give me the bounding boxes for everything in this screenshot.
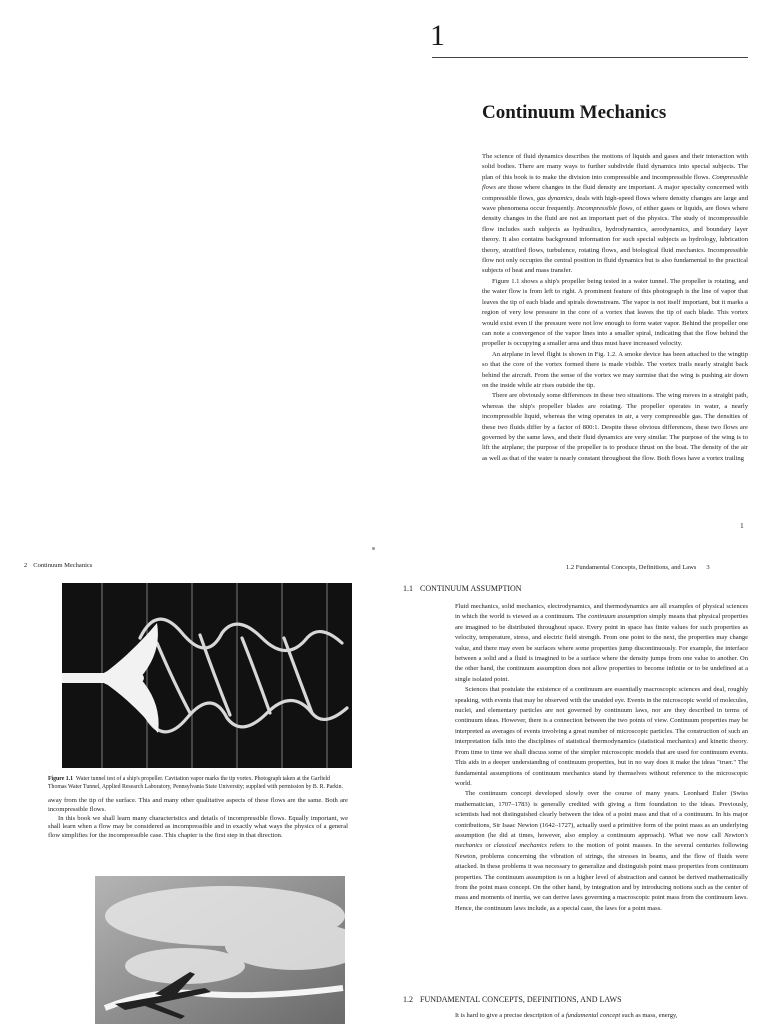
running-header-left (24, 562, 92, 569)
italic-term: classical mechanics (493, 842, 547, 850)
propeller-photo (62, 583, 352, 768)
text-run: such as mass, energy, (620, 1012, 678, 1019)
page-number: 2 (24, 562, 28, 569)
section-1-2-text (455, 1011, 748, 1021)
text-run: simply means that physical properties are imagined to be distributed throughout space. Every point in space has finite values for such properties as velocity, temperature, stress, and electric field strength. From one point to the next, the properties may change value, and there may even be surfaces where some properties jump discontinuously. For example, the interface between a solid and a fluid is imagined to be a surface where the density jumps from one value to another. On the other hand, the continuum assumption does not allow properties to become infinite or to be undefined at a single isolated point. (455, 613, 749, 683)
text-run: An airplane in level flight is shown in Fig. 1.2. A smoke device has been attached to the wingtip so that the core of the vortex formed there is made visible. The vortex trails nearly straight back behind the aircraft. From the sense of the vortex we may surmise that the wing is pushing air down on the inside while air rises outside the tip. (482, 350, 748, 389)
airplane-photo (95, 876, 345, 1024)
section-heading (403, 995, 622, 1004)
chapter-title: Continuum Mechanics (482, 102, 667, 123)
paragraph (482, 391, 748, 464)
left-page-text (48, 797, 348, 841)
italic-term: gas dynamics, (536, 194, 575, 202)
paragraph: away from the tip of the surface. This and many other qualitative aspects of these flows are the same. Both are incompressible flows. (48, 797, 348, 813)
text-run: The science of fluid dynamics describes the motions of liquids and gases and their interaction with solid bodies. There are many ways to further subdivide fluid dynamics into special subjects. The plan of this book is to make the division into compressible and incompressible flows. (482, 153, 748, 181)
italic-term: Compressible flows (482, 173, 748, 192)
text-run: are those where changes in the fluid density are important. A major specialty concerned with compressible flows, (482, 184, 748, 202)
text-run: There are obviously some differences in these two situations. The wing moves in a straight path, whereas the ship's propeller blades are rotating. The propeller operates in water, a nearly incompressible liquid, whereas the wing operates in air, a very compressible gas. The densities of these two fluids differ by a factor of 800:1. Despite these obvious differences, these two flows are governed by the same laws, and their fluid dynamics are very similar. The purpose of the wing is to lift the airplane; the purpose of the propeller is to produce thrust on the boat. The density of the air as well as that of the water is nearly constant throughout the flow. Both flows have a vortex trailing (482, 392, 748, 462)
section-number: 1.1 (403, 584, 413, 593)
section-title: FUNDAMENTAL CONCEPTS, DEFINITIONS, AND LAWS (420, 995, 622, 1004)
running-title: 1.2 Fundamental Concepts, Definitions, and Laws (566, 564, 697, 571)
paragraph (455, 789, 748, 914)
figure-label: Figure 1.1 (48, 776, 74, 782)
paragraph (482, 350, 748, 392)
text-run: or (482, 842, 494, 850)
text-run: It is hard to give a precise description of a (455, 1012, 566, 1019)
chapter-number: 1 (430, 19, 445, 52)
italic-term: Newton's mechanics (455, 831, 748, 850)
text-run: of either gases or liquids, are flows where density changes in the fluid are not an important part of the physics. The study of incompressible flow includes such subjects as hydraulics, hydrodynamics, aerodynamics, and boundary layer theory. It also contains background information for such special subjects as hydrology, lubrication theory, stratified flows, turbulence, rotating flows, and biological fluid mechanics. Incompressible flow not only occupies the central position in fluid dynamics but is also fundamental to the practical subjects of heat and mass transfer. (482, 205, 749, 275)
text-run: deals with high-speed flows where density changes are large and wave phenomena occur frequently. (482, 194, 749, 213)
paragraph (482, 277, 748, 350)
section-heading (403, 584, 522, 593)
right-page-text (455, 602, 748, 914)
text-run: Sciences that postulate the existence of a continuum are essentially macroscopic sciences and deal, roughly speaking, with events that may be observed with the unaided eye. Events in the microscopic world of molecules, nuclei, and elementary particles are not governed by continuum laws, nor are they described in terms of continuum ideas. However, there is a connection between the two points of view. Continuum properties may be interpreted as averages of events involving a great number of microscopic particles. The construction of such an interpretation falls into the disciplines of statistical thermodynamics (statistical mechanics) and kinetic theory. From time to time we shall discuss some of the simpler microscopic models that are used for continuum events. This aids in a deeper understanding of continuum properties, but in no way does it make the ideas "truer." The fundamental assumptions of continuum mechanics stand by themselves without reference to the microscopic world. (455, 686, 748, 787)
paragraph (455, 602, 748, 685)
chapter-rule (432, 57, 748, 58)
italic-term: Incompressible flows, (576, 205, 635, 213)
paragraph (455, 685, 748, 789)
paragraph (482, 152, 748, 277)
text-run: refers to the motion of point masses. In the several centuries following Newton, problems concerning the vibration of strings, the stresses in beams, and the flow of fluids were attacked. In these problems it was necessary to generalize and distinguish point mass properties from continuum properties. The continuum assumption is on a higher level of abstraction and cannot be derived mathematically from the point mass concept. On the other hand, by integration and by introducing notions such as the center of mass and moments of inertia, we can derive laws governing a macroscopic point mass from the continuum laws. Hence, the continuum laws include, as a special case, the laws for a point mass. (455, 842, 748, 912)
text-run: The continuum concept developed slowly over the course of many years. Leonhard Euler (Swiss mathematician, 1707–1783) is generally credited with giving a firm foundation to the ideas. Previously, scientists had not distinguished clearly between the idea of a point mass and that of a continuum. In his major contributions, Sir Isaac Newton (1642–1727), actually used a primitive form of the point mass as an underlying assumption (he did at times, however, also employ a continuum approach). What we now call (455, 790, 748, 839)
paragraph: In this book we shall learn many characteristics and details of incompressible flows. Equally important, we shall learn when a flow may be considered as incompressible and in exactly what ways the physics of a general flow simplifies for the incompressible case. This chapter is the first step in that direction. (48, 814, 348, 840)
italic-term: continuum assumption (588, 613, 648, 621)
section-number: 1.2 (403, 995, 413, 1004)
italic-term: fundamental concept (565, 1012, 621, 1019)
running-title: Continuum Mechanics (33, 562, 93, 569)
running-header-right (566, 564, 710, 571)
page-number: 3 (706, 564, 710, 571)
figure-caption-text: Water tunnel test of a ship's propeller. Cavitation vapor marks the tip vortex. Photograph taken at the Garfield Thomas Water Tunnel, Applied Research Laboratory, Pennsylvania State University; supplied with permission by B. R. Parkin. (48, 776, 343, 791)
page-number: 1 (740, 521, 744, 530)
figure-caption (48, 775, 348, 791)
text-run: Figure 1.1 shows a ship's propeller being tested in a water tunnel. The propeller is rotating, and the water flow is from left to right. A prominent feature of this photograph is the line of vapor that leaves the tip of each blade and spirals downstream. The vapor is not itself important, but it marks a region of very low pressure in the core of a vortex that leaves the tip of each blade. This vortex would exist even if the pressure were not low enough to form water vapor. Behind the propeller one can note a convergence of the vapor lines into a smaller spiral, indicating that the flow behind the propeller is occupying a smaller area and thus must have increased velocity. (482, 277, 748, 348)
chapter-intro-text (482, 152, 748, 464)
section-title: CONTINUUM ASSUMPTION (420, 584, 522, 593)
scan-speck (372, 547, 375, 550)
text-run: Fluid mechanics, solid mechanics, electrodynamics, and thermodynamics are all examples of physical sciences in which the world is viewed as a continuum. The (455, 603, 748, 621)
